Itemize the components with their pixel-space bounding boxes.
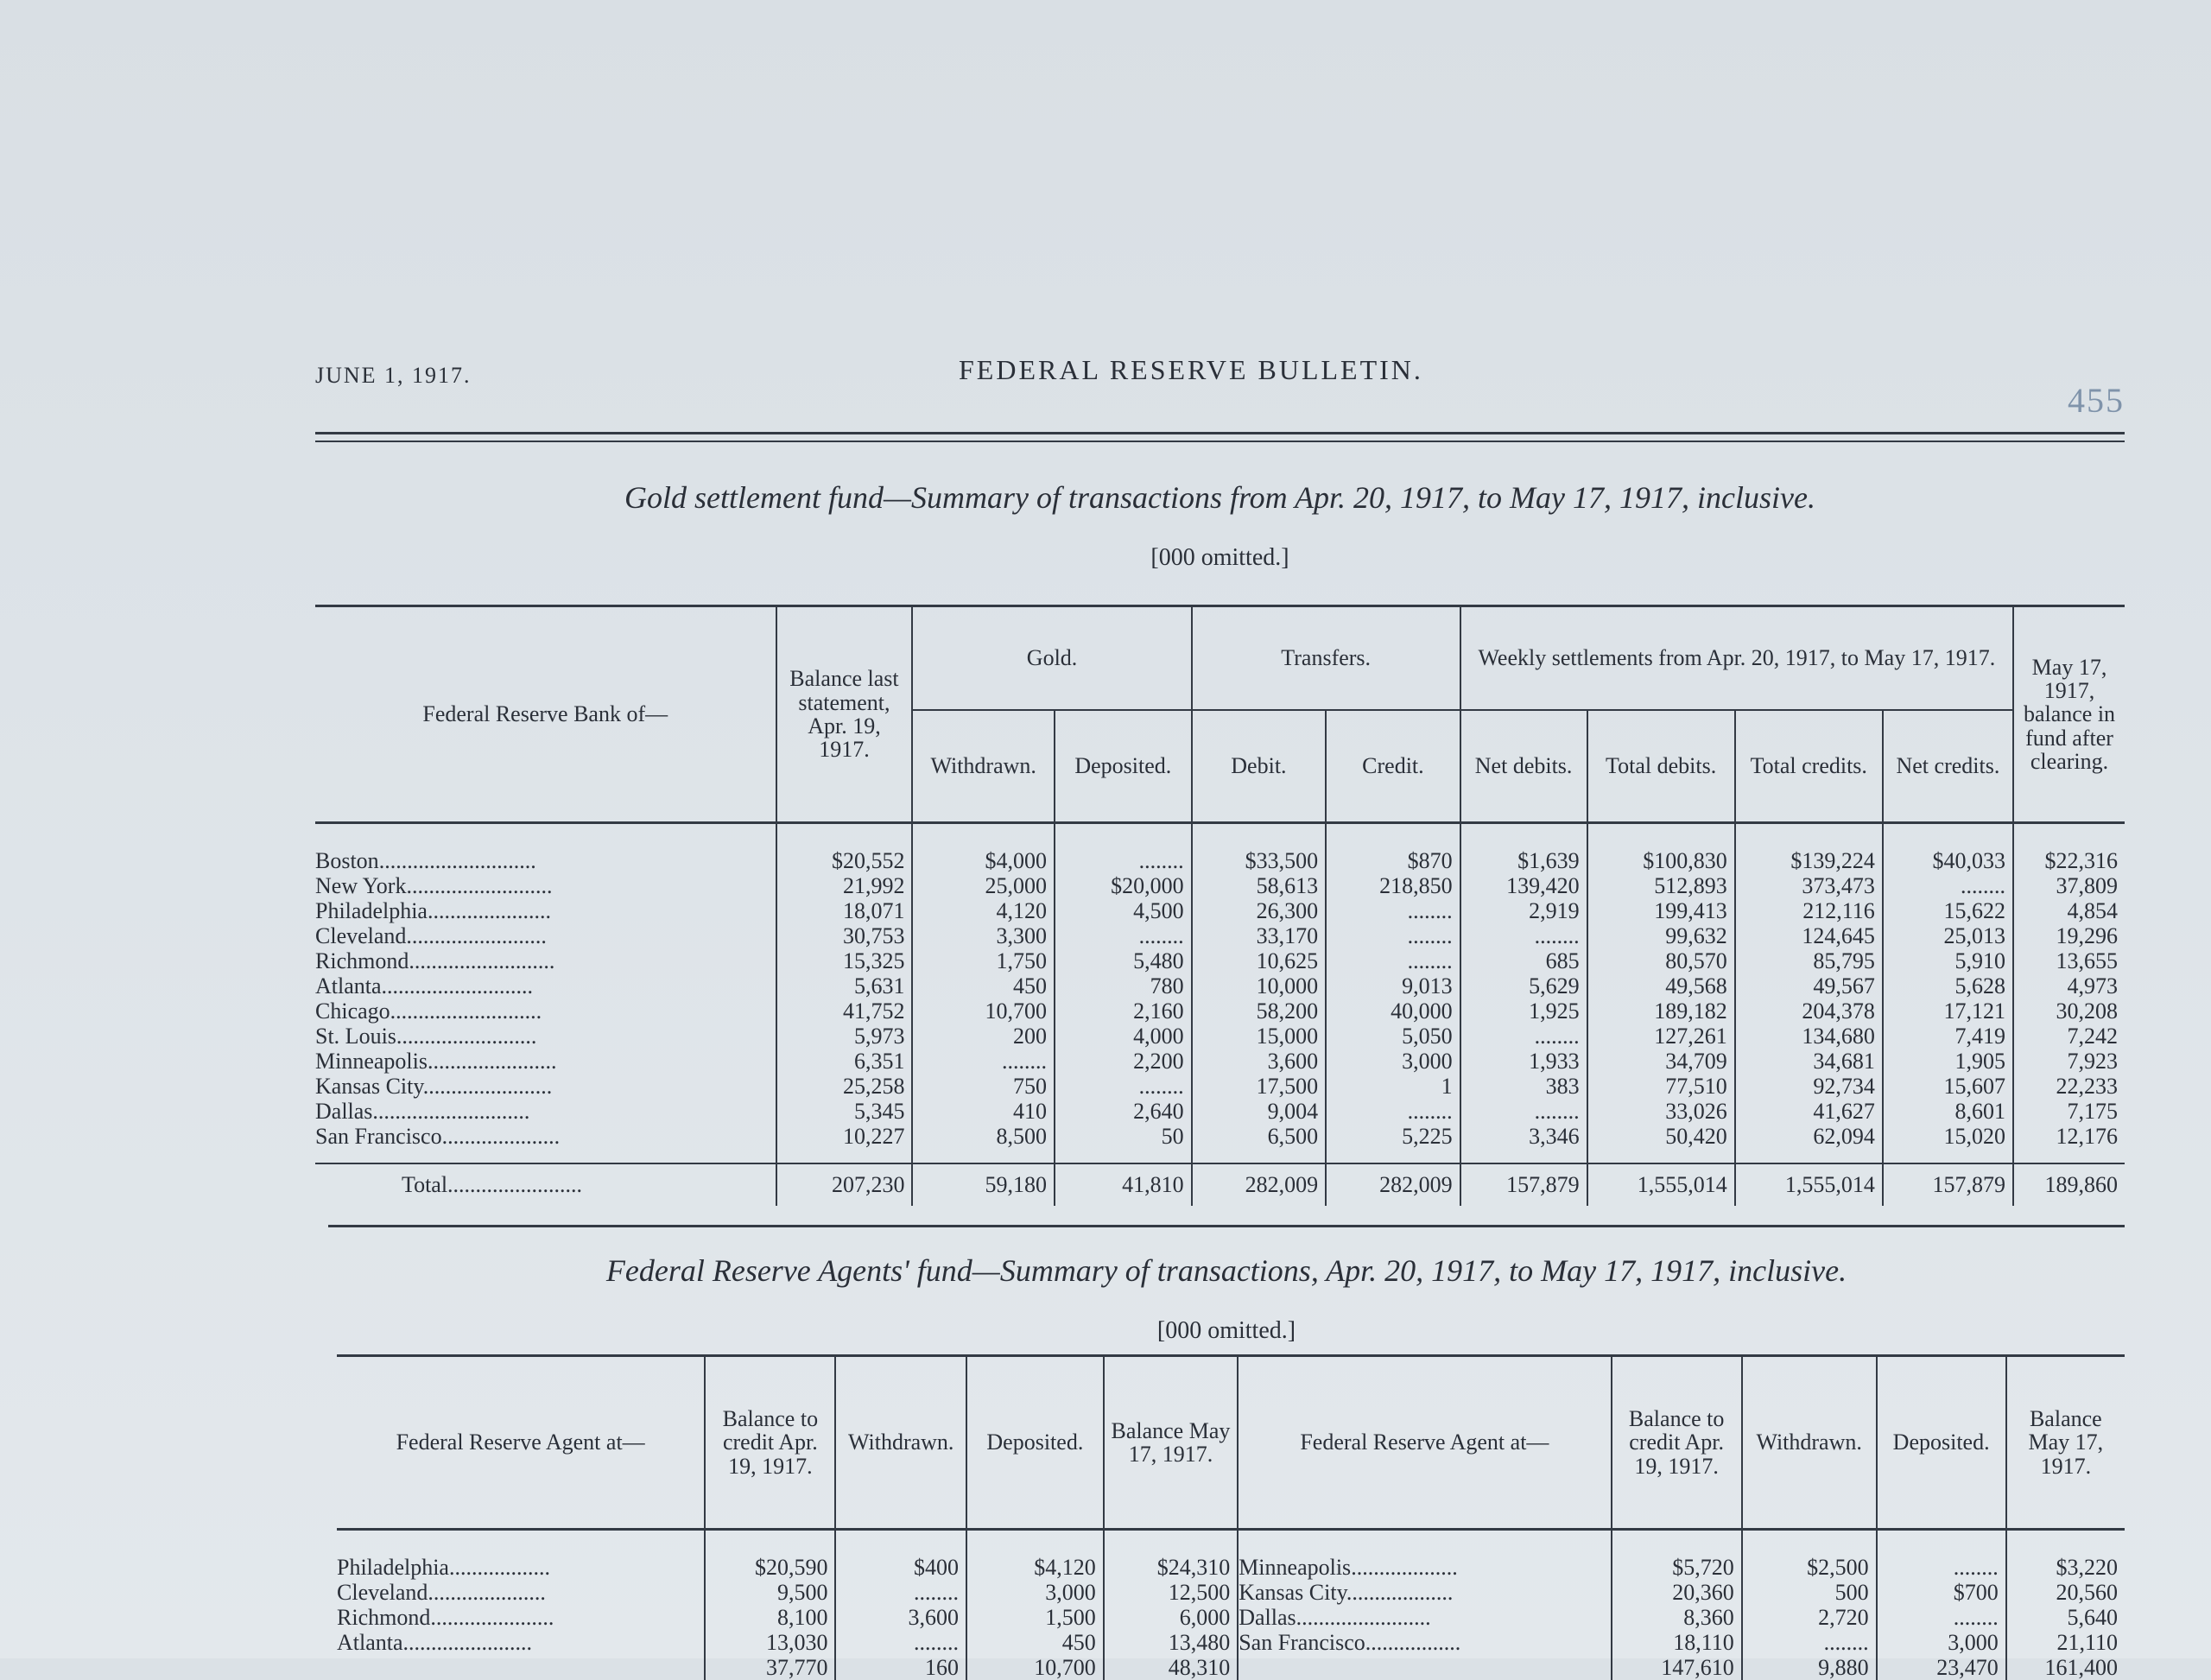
- table-cell: 99,632: [1587, 923, 1735, 948]
- table-cell: 9,004: [1192, 1099, 1327, 1124]
- table-cell: $40,033: [1883, 823, 2013, 874]
- gold-table-bottom-rule: [328, 1225, 2125, 1227]
- page-number: 455: [2068, 380, 2125, 421]
- table-cell: 199,413: [1587, 898, 1735, 923]
- table-cell: 5,973: [776, 1024, 913, 1049]
- row-label: Atlanta...........................: [315, 973, 776, 998]
- table-cell: 10,700: [966, 1655, 1104, 1680]
- table-cell: ........: [1326, 1099, 1460, 1124]
- table-cell: ........: [1877, 1605, 2006, 1630]
- table-cell: 77,510: [1587, 1074, 1735, 1099]
- table-cell: $24,310: [1104, 1530, 1238, 1581]
- table-cell: 1,500: [966, 1605, 1104, 1630]
- dot-leader: ..................: [449, 1555, 550, 1580]
- table-cell: ........: [1877, 1530, 2006, 1581]
- row-label: St. Louis.........................: [315, 1024, 776, 1049]
- table-cell: 9,013: [1326, 973, 1460, 998]
- table-cell: 92,734: [1735, 1074, 1883, 1099]
- total-cell: 41,810: [1055, 1163, 1192, 1206]
- table-cell: 7,175: [2013, 1099, 2125, 1124]
- table-cell: 10,625: [1192, 948, 1327, 973]
- table-cell: $2,500: [1742, 1530, 1877, 1581]
- table-row: [315, 948, 2125, 973]
- table-cell: 50: [1055, 1124, 1192, 1149]
- dot-leader: .........................: [396, 1024, 537, 1049]
- header-balance-credit-left: Balance to credit Apr. 19, 1917.: [705, 1356, 835, 1530]
- row-label: Atlanta.......................: [337, 1630, 705, 1655]
- table-cell: 13,030: [705, 1630, 835, 1655]
- table-cell: 5,050: [1326, 1024, 1460, 1049]
- table-row: [315, 973, 2125, 998]
- table-cell: 9,500: [705, 1580, 835, 1605]
- table-cell: 2,919: [1460, 898, 1587, 923]
- dot-leader: ......................: [430, 1605, 554, 1630]
- table-cell: 23,470: [1877, 1655, 2006, 1680]
- header-transfers: Transfers.: [1192, 606, 1460, 711]
- header-deposited-left: Deposited.: [966, 1356, 1104, 1530]
- table-cell: 33,170: [1192, 923, 1327, 948]
- table-cell: 8,100: [705, 1605, 835, 1630]
- spacer-cell: [1460, 1149, 1587, 1163]
- table-cell: 1: [1326, 1074, 1460, 1099]
- table-cell: 500: [1742, 1580, 1877, 1605]
- table-cell: 25,013: [1883, 923, 2013, 948]
- spacer-row: [315, 1149, 2125, 1163]
- gold-table-body: [315, 823, 2125, 1207]
- spacer-cell: [1883, 1149, 2013, 1163]
- table-cell: ........: [1460, 1024, 1587, 1049]
- table-cell: 5,631: [776, 973, 913, 998]
- table-cell: 22,233: [2013, 1074, 2125, 1099]
- gold-table-note: [000 omitted.]: [315, 544, 2125, 572]
- table-cell: 17,500: [1192, 1074, 1327, 1099]
- table-cell: ........: [1055, 923, 1192, 948]
- table-cell: ........: [1883, 873, 2013, 898]
- table-cell: 12,500: [1104, 1580, 1238, 1605]
- table-cell: $22,316: [2013, 823, 2125, 874]
- table-cell: 10,227: [776, 1124, 913, 1149]
- table-cell: 127,261: [1587, 1024, 1735, 1049]
- table-cell: $139,224: [1735, 823, 1883, 874]
- table-cell: 3,300: [912, 923, 1055, 948]
- table-cell: ........: [1460, 923, 1587, 948]
- table-cell: 7,242: [2013, 1024, 2125, 1049]
- table-cell: 30,753: [776, 923, 913, 948]
- table-cell: 13,655: [2013, 948, 2125, 973]
- header-net-debits: Net debits.: [1460, 710, 1587, 823]
- table-cell: 161,400: [2006, 1655, 2125, 1680]
- row-label: Richmond......................: [337, 1605, 705, 1630]
- table-row: [315, 923, 2125, 948]
- dot-leader: ..........................: [406, 873, 552, 898]
- table-row: [337, 1605, 2125, 1630]
- header-agent-left: Federal Reserve Agent at—: [337, 1356, 705, 1530]
- table-row: [315, 1124, 2125, 1149]
- table-cell: 41,627: [1735, 1099, 1883, 1124]
- table-cell: 19,296: [2013, 923, 2125, 948]
- table-cell: 13,480: [1104, 1630, 1238, 1655]
- table-cell: 18,110: [1612, 1630, 1742, 1655]
- total-cell: 282,009: [1192, 1163, 1327, 1206]
- spacer-cell: [1192, 1149, 1327, 1163]
- table-cell: 37,809: [2013, 873, 2125, 898]
- header-net-credits: Net credits.: [1883, 710, 2013, 823]
- gold-table-title: Gold settlement fund—Summary of transactions from Apr. 20, 1917, to May 17, 1917, inclusive.: [315, 479, 2125, 516]
- table-row: [337, 1655, 2125, 1680]
- table-cell: 5,629: [1460, 973, 1587, 998]
- row-label: Philadelphia..................: [337, 1530, 705, 1581]
- table-cell: 15,000: [1192, 1024, 1327, 1049]
- table-cell: 7,923: [2013, 1049, 2125, 1074]
- header-credit: Credit.: [1326, 710, 1460, 823]
- spacer-cell: [1326, 1149, 1460, 1163]
- table-cell: 1,933: [1460, 1049, 1587, 1074]
- table-cell: $100,830: [1587, 823, 1735, 874]
- dot-leader: .........................: [406, 923, 547, 948]
- dot-leader: .....................: [442, 1124, 561, 1149]
- table-cell: $3,220: [2006, 1530, 2125, 1581]
- table-cell: 8,500: [912, 1124, 1055, 1149]
- table-cell: $20,000: [1055, 873, 1192, 898]
- table-cell: 5,910: [1883, 948, 2013, 973]
- table-cell: 383: [1460, 1074, 1587, 1099]
- table-cell: 41,752: [776, 998, 913, 1024]
- dot-leader: ...........................: [382, 973, 534, 998]
- table-row: [315, 823, 2125, 874]
- table-cell: 204,378: [1735, 998, 1883, 1024]
- spacer-cell: [776, 1149, 913, 1163]
- table-cell: 21,992: [776, 873, 913, 898]
- spacer-cell: [315, 1149, 776, 1163]
- table-cell: 4,500: [1055, 898, 1192, 923]
- dot-leader: .................: [1365, 1630, 1461, 1655]
- table-cell: $4,000: [912, 823, 1055, 874]
- table-cell: ........: [1460, 1099, 1587, 1124]
- header-bank: Federal Reserve Bank of—: [315, 606, 776, 823]
- row-label: Philadelphia......................: [315, 898, 776, 923]
- table-cell: 34,681: [1735, 1049, 1883, 1074]
- table-cell: 1,905: [1883, 1049, 2013, 1074]
- table-cell: 6,351: [776, 1049, 913, 1074]
- header-total-debits: Total debits.: [1587, 710, 1735, 823]
- row-label: Chicago...........................: [315, 998, 776, 1024]
- table-cell: 15,622: [1883, 898, 2013, 923]
- header-balance-may-right: Balance May 17, 1917.: [2006, 1356, 2125, 1530]
- table-cell: 37,770: [705, 1655, 835, 1680]
- table-cell: 17,121: [1883, 998, 2013, 1024]
- table-cell: 450: [966, 1630, 1104, 1655]
- table-cell: 58,200: [1192, 998, 1327, 1024]
- spacer-cell: [2013, 1149, 2125, 1163]
- head-rule: [315, 432, 2125, 434]
- dot-leader: ...................: [1346, 1580, 1454, 1605]
- table-cell: 2,160: [1055, 998, 1192, 1024]
- table-cell: 49,568: [1587, 973, 1735, 998]
- table-cell: $5,720: [1612, 1530, 1742, 1581]
- table-cell: 8,601: [1883, 1099, 2013, 1124]
- dot-leader: ......................: [428, 898, 551, 923]
- spacer-cell: [912, 1149, 1055, 1163]
- table-cell: 15,607: [1883, 1074, 2013, 1099]
- dot-leader: .......................: [428, 1049, 557, 1074]
- row-label: Dallas............................: [315, 1099, 776, 1124]
- table-cell: ........: [835, 1580, 966, 1605]
- spacer-cell: [1735, 1149, 1883, 1163]
- dot-leader: ............................: [379, 848, 536, 873]
- table-cell: 6,000: [1104, 1605, 1238, 1630]
- table-cell: 3,000: [1326, 1049, 1460, 1074]
- dot-leader: .......................: [423, 1074, 553, 1099]
- row-label: Minneapolis...................: [1238, 1530, 1611, 1581]
- table-cell: 20,560: [2006, 1580, 2125, 1605]
- table-cell: ........: [1326, 948, 1460, 973]
- total-cell: 1,555,014: [1735, 1163, 1883, 1206]
- row-label: [337, 1655, 705, 1680]
- agents-table-body: [337, 1530, 2125, 1680]
- row-label: New York..........................: [315, 873, 776, 898]
- table-cell: ........: [1326, 898, 1460, 923]
- dot-leader: .......................: [403, 1630, 533, 1655]
- table-cell: 18,071: [776, 898, 913, 923]
- table-cell: 2,640: [1055, 1099, 1192, 1124]
- total-label: Total........................: [315, 1163, 776, 1206]
- table-cell: 1,925: [1460, 998, 1587, 1024]
- row-label: Kansas City...................: [1238, 1580, 1611, 1605]
- table-row: [315, 998, 2125, 1024]
- table-cell: 189,182: [1587, 998, 1735, 1024]
- table-cell: 450: [912, 973, 1055, 998]
- table-cell: $33,500: [1192, 823, 1327, 874]
- table-cell: 9,880: [1742, 1655, 1877, 1680]
- table-cell: $400: [835, 1530, 966, 1581]
- header-balance-after: May 17, 1917, balance in fund after clearing.: [2013, 606, 2125, 823]
- header-balance-last: Balance last statement, Apr. 19, 1917.: [776, 606, 913, 823]
- table-cell: ........: [835, 1630, 966, 1655]
- table-cell: 3,000: [966, 1580, 1104, 1605]
- row-label: San Francisco.....................: [315, 1124, 776, 1149]
- header-total-credits: Total credits.: [1735, 710, 1883, 823]
- table-row: [315, 873, 2125, 898]
- header-debit: Debit.: [1192, 710, 1327, 823]
- dot-leader: ...........................: [390, 998, 542, 1024]
- table-cell: 5,480: [1055, 948, 1192, 973]
- running-head: [315, 354, 2125, 389]
- table-cell: 48,310: [1104, 1655, 1238, 1680]
- table-cell: 124,645: [1735, 923, 1883, 948]
- table-row: [337, 1580, 2125, 1605]
- table-cell: 25,258: [776, 1074, 913, 1099]
- table-cell: 33,026: [1587, 1099, 1735, 1124]
- table-cell: 373,473: [1735, 873, 1883, 898]
- table-cell: 4,854: [2013, 898, 2125, 923]
- table-cell: 2,200: [1055, 1049, 1192, 1074]
- table-cell: 160: [835, 1655, 966, 1680]
- table-cell: $20,590: [705, 1530, 835, 1581]
- total-cell: 1,555,014: [1587, 1163, 1735, 1206]
- table-cell: 212,116: [1735, 898, 1883, 923]
- table-row: [315, 1074, 2125, 1099]
- head-rule-2: [315, 441, 2125, 442]
- table-cell: $1,639: [1460, 823, 1587, 874]
- dot-leader: ............................: [372, 1099, 529, 1124]
- table-cell: ........: [1742, 1630, 1877, 1655]
- header-balance-credit-right: Balance to credit Apr. 19, 1917.: [1612, 1356, 1742, 1530]
- table-cell: $4,120: [966, 1530, 1104, 1581]
- total-cell: 59,180: [912, 1163, 1055, 1206]
- header-balance-may-left: Balance May 17, 1917.: [1104, 1356, 1238, 1530]
- table-cell: 200: [912, 1024, 1055, 1049]
- dot-leader: .....................: [428, 1580, 546, 1605]
- row-label: Cleveland.........................: [315, 923, 776, 948]
- table-row: [315, 1049, 2125, 1074]
- table-row: [315, 1099, 2125, 1124]
- header-deposited: Deposited.: [1055, 710, 1192, 823]
- table-cell: 8,360: [1612, 1605, 1742, 1630]
- total-cell: 207,230: [776, 1163, 913, 1206]
- table-cell: 7,419: [1883, 1024, 2013, 1049]
- total-row: [315, 1163, 2125, 1206]
- table-cell: 10,700: [912, 998, 1055, 1024]
- header-agent-right: Federal Reserve Agent at—: [1238, 1356, 1611, 1530]
- table-row: [337, 1630, 2125, 1655]
- table-cell: 30,208: [2013, 998, 2125, 1024]
- table-cell: 3,600: [1192, 1049, 1327, 1074]
- gold-settlement-table: [315, 605, 2125, 1206]
- table-row: [315, 1024, 2125, 1049]
- table-cell: 3,000: [1877, 1630, 2006, 1655]
- table-cell: 26,300: [1192, 898, 1327, 923]
- table-cell: 49,567: [1735, 973, 1883, 998]
- table-cell: 147,610: [1612, 1655, 1742, 1680]
- table-cell: 40,000: [1326, 998, 1460, 1024]
- table-cell: 4,120: [912, 898, 1055, 923]
- table-cell: 20,360: [1612, 1580, 1742, 1605]
- table-cell: 139,420: [1460, 873, 1587, 898]
- table-cell: 5,345: [776, 1099, 913, 1124]
- table-row: [337, 1530, 2125, 1581]
- dot-leader: ..........................: [409, 948, 554, 973]
- row-label: Cleveland.....................: [337, 1580, 705, 1605]
- table-cell: 58,613: [1192, 873, 1327, 898]
- row-label: Minneapolis.......................: [315, 1049, 776, 1074]
- agents-fund-table: [337, 1354, 2125, 1680]
- table-cell: 685: [1460, 948, 1587, 973]
- table-cell: 15,325: [776, 948, 913, 973]
- table-cell: $700: [1877, 1580, 2006, 1605]
- table-cell: ........: [912, 1049, 1055, 1074]
- header-withdrawn: Withdrawn.: [912, 710, 1055, 823]
- table-cell: 512,893: [1587, 873, 1735, 898]
- table-cell: 5,225: [1326, 1124, 1460, 1149]
- table-cell: 21,110: [2006, 1630, 2125, 1655]
- table-cell: 4,000: [1055, 1024, 1192, 1049]
- table-cell: 80,570: [1587, 948, 1735, 973]
- table-cell: 1,750: [912, 948, 1055, 973]
- table-cell: $870: [1326, 823, 1460, 874]
- table-cell: 750: [912, 1074, 1055, 1099]
- total-cell: 189,860: [2013, 1163, 2125, 1206]
- table-cell: 134,680: [1735, 1024, 1883, 1049]
- row-label: Richmond..........................: [315, 948, 776, 973]
- table-cell: 2,720: [1742, 1605, 1877, 1630]
- table-cell: 3,346: [1460, 1124, 1587, 1149]
- spacer-cell: [1587, 1149, 1735, 1163]
- table-cell: ........: [1055, 1074, 1192, 1099]
- row-label: Boston............................: [315, 823, 776, 874]
- issue-date: JUNE 1, 1917.: [315, 363, 472, 389]
- agents-table-title: Federal Reserve Agents' fund—Summary of transactions, Apr. 20, 1917, to May 17, 1917, inclusive.: [328, 1252, 2125, 1289]
- row-label: [1238, 1655, 1611, 1680]
- header-withdrawn-right: Withdrawn.: [1742, 1356, 1877, 1530]
- table-cell: 3,600: [835, 1605, 966, 1630]
- header-withdrawn-left: Withdrawn.: [835, 1356, 966, 1530]
- table-cell: 5,640: [2006, 1605, 2125, 1630]
- spacer-cell: [1055, 1149, 1192, 1163]
- table-cell: 85,795: [1735, 948, 1883, 973]
- row-label: Kansas City.......................: [315, 1074, 776, 1099]
- table-row: [315, 898, 2125, 923]
- table-cell: 780: [1055, 973, 1192, 998]
- row-label: San Francisco.................: [1238, 1630, 1611, 1655]
- table-cell: ........: [1326, 923, 1460, 948]
- header-gold: Gold.: [912, 606, 1191, 711]
- header-deposited-right: Deposited.: [1877, 1356, 2006, 1530]
- table-cell: ........: [1055, 823, 1192, 874]
- table-cell: $20,552: [776, 823, 913, 874]
- row-label: Dallas........................: [1238, 1605, 1611, 1630]
- table-cell: 34,709: [1587, 1049, 1735, 1074]
- total-cell: 157,879: [1460, 1163, 1587, 1206]
- table-cell: 62,094: [1735, 1124, 1883, 1149]
- table-cell: 5,628: [1883, 973, 2013, 998]
- table-cell: 10,000: [1192, 973, 1327, 998]
- table-cell: 218,850: [1326, 873, 1460, 898]
- table-cell: 15,020: [1883, 1124, 2013, 1149]
- total-cell: 157,879: [1883, 1163, 2013, 1206]
- table-cell: 12,176: [2013, 1124, 2125, 1149]
- dot-leader: ........................: [1296, 1605, 1431, 1630]
- header-weekly: Weekly settlements from Apr. 20, 1917, to May 17, 1917.: [1460, 606, 2013, 711]
- table-cell: 410: [912, 1099, 1055, 1124]
- table-cell: 4,973: [2013, 973, 2125, 998]
- table-cell: 6,500: [1192, 1124, 1327, 1149]
- table-cell: 50,420: [1587, 1124, 1735, 1149]
- table-cell: 25,000: [912, 873, 1055, 898]
- dot-leader: ...................: [1351, 1555, 1458, 1580]
- journal-title: FEDERAL RESERVE BULLETIN.: [959, 354, 1423, 386]
- agents-table-note: [000 omitted.]: [328, 1317, 2125, 1345]
- total-cell: 282,009: [1326, 1163, 1460, 1206]
